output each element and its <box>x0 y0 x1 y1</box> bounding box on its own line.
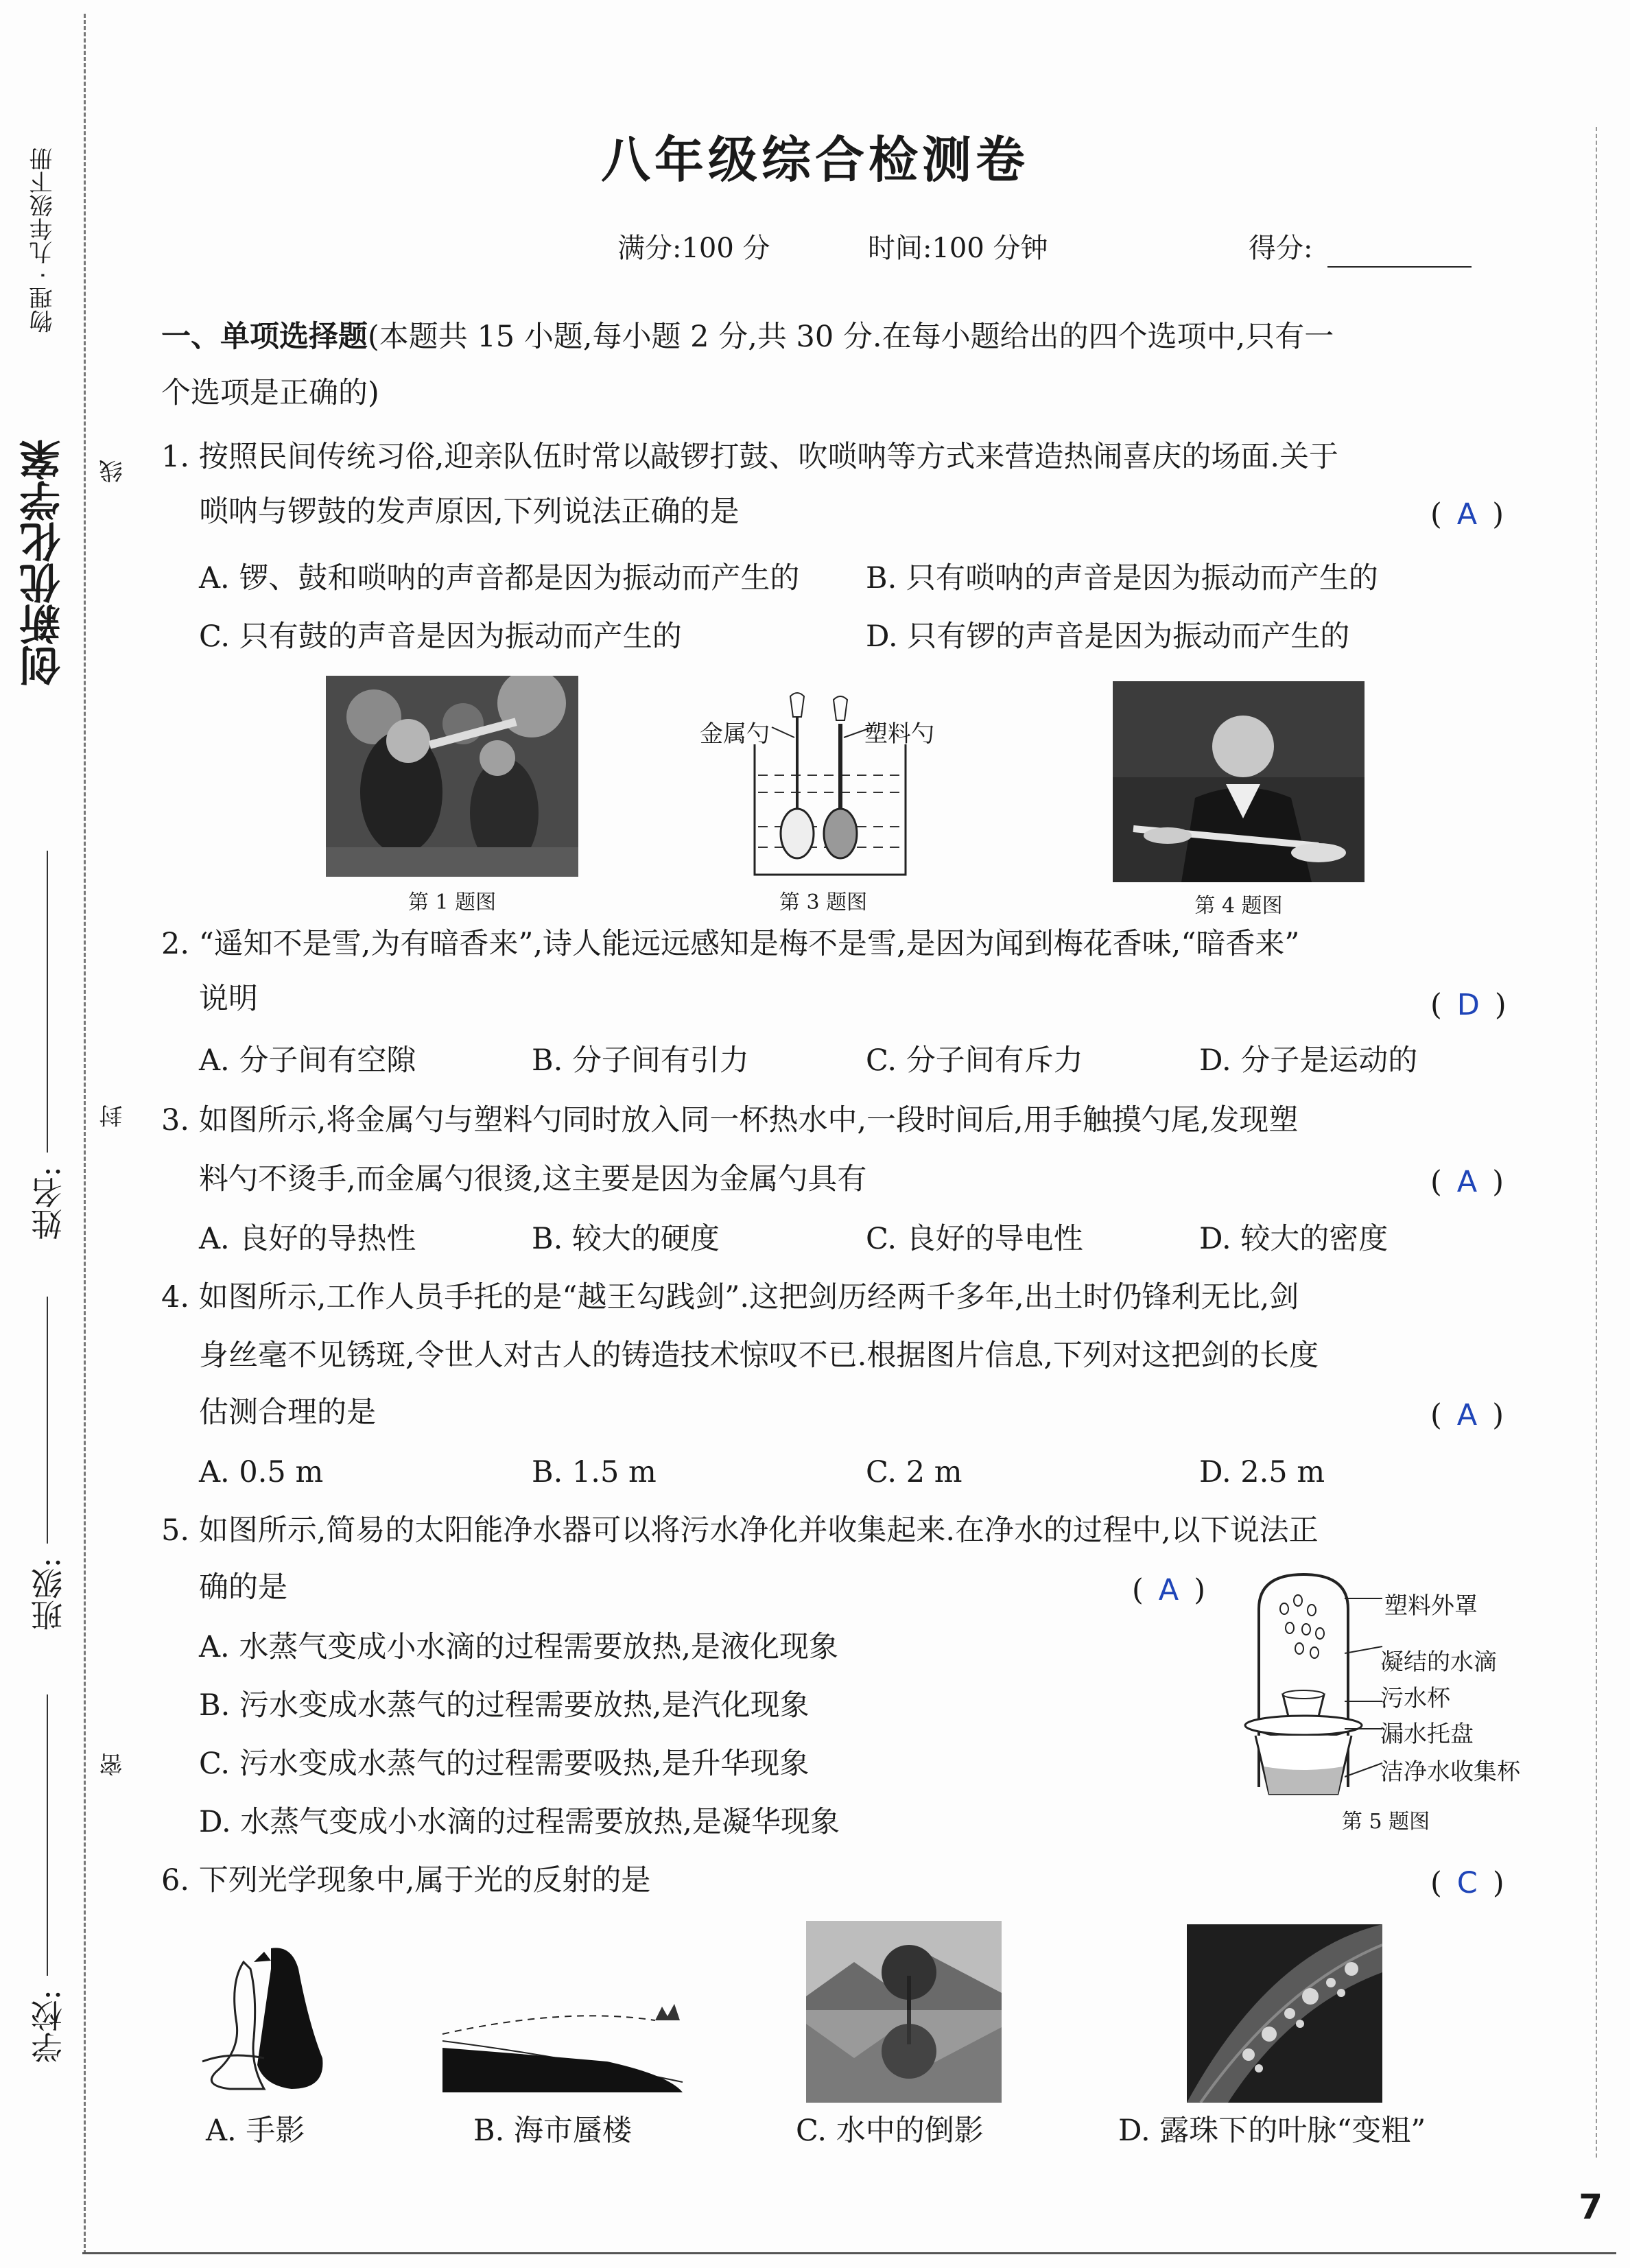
school-field-label: 学校: <box>30 1989 67 2064</box>
fig5-label-clean-cup: 洁净水收集杯 <box>1380 1758 1520 1786</box>
q6-option-b[interactable]: B. 海市蜃楼 <box>473 2114 632 2148</box>
section-title: 一、单项选择题 <box>161 320 368 354</box>
q6-option-d[interactable]: D. 露珠下的叶脉“变粗” <box>1118 2114 1426 2148</box>
q5-option-c[interactable]: C. 污水变成水蒸气的过程需要吸热,是升华现象 <box>199 1747 810 1781</box>
seal-feng-char: 封 <box>99 1105 127 1128</box>
name-blank-line[interactable] <box>47 851 48 1153</box>
fig1-suona-photo <box>326 676 578 877</box>
q6-dewdrop-leaf-photo <box>1187 1924 1382 2103</box>
name-field-label: 姓名: <box>30 1166 67 1240</box>
q6-option-c[interactable]: C. 水中的倒影 <box>796 2114 984 2148</box>
school-blank-line[interactable] <box>47 1694 48 1976</box>
class-field-label: 班级: <box>30 1557 67 1631</box>
fig3-plastic-spoon-label: 塑料勺 <box>864 720 934 748</box>
fig5-label-cover: 塑料外罩 <box>1384 1592 1478 1620</box>
q5-answer: A <box>1158 1573 1179 1607</box>
q1-option-b[interactable]: B. 只有唢呐的声音是因为振动而产生的 <box>866 561 1378 595</box>
q4-stem-2: 身丝毫不见锈斑,令世人对古人的铸造技术惊叹不已.根据图片信息,下列对这把剑的长度 <box>199 1338 1319 1373</box>
fig3-caption: 第 3 题图 <box>779 890 868 914</box>
binding-dashed-line <box>84 14 86 2254</box>
q5-option-a[interactable]: A. 水蒸气变成小水滴的过程需要放热,是液化现象 <box>199 1630 839 1664</box>
fig3-metal-spoon-label: 金属勺 <box>700 720 770 748</box>
side-brand-label: 创新优化学案 <box>19 439 67 686</box>
full-score: 满分:100 分 <box>617 233 770 264</box>
q5-stem-1: 5. 如图所示,简易的太阳能净水器可以将污水净化并收集起来.在净水的过程中,以下说法正 <box>161 1513 1319 1548</box>
q5-answer-bracket: ( A ) <box>1132 1573 1205 1607</box>
q5-stem-2: 确的是 <box>199 1570 287 1605</box>
q4-answer: A <box>1456 1398 1478 1432</box>
q3-answer-bracket: ( A ) <box>1430 1165 1504 1199</box>
section-desc-2: 个选项是正确的) <box>161 376 379 410</box>
q1-option-d[interactable]: D. 只有锣的声音是因为振动而产生的 <box>866 619 1350 654</box>
q2-answer-bracket: ( D ) <box>1430 988 1507 1022</box>
fig4-sword-photo <box>1113 681 1365 882</box>
q2-option-d[interactable]: D. 分子是运动的 <box>1199 1043 1418 1078</box>
q1-answer-bracket: ( A ) <box>1430 497 1504 532</box>
q6-mirage-image <box>429 1993 696 2099</box>
q2-answer: D <box>1456 988 1480 1022</box>
q4-option-b[interactable]: B. 1.5 m <box>532 1455 657 1489</box>
right-margin-dashed-line <box>1596 127 1597 2158</box>
q4-stem-1: 4. 如图所示,工作人员手托的是“越王勾践剑”.这把剑历经两千多年,出土时仍锋利无比,剑 <box>161 1280 1299 1314</box>
q4-option-c[interactable]: C. 2 m <box>866 1455 962 1489</box>
fig5-caption: 第 5 题图 <box>1341 1810 1430 1834</box>
q3-option-a[interactable]: A. 良好的导热性 <box>199 1222 416 1256</box>
exam-time: 时间:100 分钟 <box>868 233 1048 264</box>
fig5-label-tray: 漏水托盘 <box>1380 1721 1474 1748</box>
score-label: 得分: <box>1249 233 1313 264</box>
fig1-caption: 第 1 题图 <box>408 890 497 914</box>
section-heading <box>161 322 1334 352</box>
q6-water-reflection-photo <box>806 1921 1002 2103</box>
q6-answer: C <box>1456 1866 1478 1900</box>
q3-answer: A <box>1456 1165 1478 1199</box>
fig5-leader-lines <box>1345 1578 1386 1797</box>
q4-answer-bracket: ( A ) <box>1430 1398 1504 1432</box>
q1-option-a[interactable]: A. 锣、鼓和唢呐的声音都是因为振动而产生的 <box>199 561 800 595</box>
score-blank-line[interactable] <box>1327 266 1472 268</box>
q1-stem-2: 唢呐与锣鼓的发声原因,下列说法正确的是 <box>199 495 740 529</box>
q3-option-b[interactable]: B. 较大的硬度 <box>532 1222 720 1256</box>
q1-answer: A <box>1456 497 1478 532</box>
q2-stem-2: 说明 <box>199 982 258 1016</box>
q3-option-c[interactable]: C. 良好的导电性 <box>866 1222 1083 1256</box>
fig5-label-droplets: 凝结的水滴 <box>1380 1649 1497 1676</box>
fig5-label-dirty-cup: 污水杯 <box>1380 1685 1450 1712</box>
q6-stem-1: 6. 下列光学现象中,属于光的反射的是 <box>161 1863 651 1898</box>
q1-stem-1: 1. 按照民间传统习俗,迎亲队伍时常以敲锣打鼓、吹唢呐等方式来营造热闹喜庆的场面.关于 <box>161 440 1339 474</box>
seal-line-char: 线 <box>99 460 127 483</box>
q3-stem-2: 料勺不烫手,而金属勺很烫,这主要是因为金属勺具有 <box>199 1162 867 1196</box>
footer-line <box>82 2252 1616 2254</box>
page-title: 八年级综合检测卷 <box>600 131 1029 189</box>
q4-stem-3: 估测合理的是 <box>199 1395 376 1430</box>
seal-mi-char: 密 <box>99 1753 127 1776</box>
page-number: 7 <box>1579 2187 1603 2227</box>
side-subject-label: 物理 · 九年级下册 <box>29 147 57 333</box>
q6-option-a[interactable]: A. 手影 <box>206 2114 305 2148</box>
q3-stem-1: 3. 如图所示,将金属勺与塑料勺同时放入同一杯热水中,一段时间后,用手触摸勺尾,发现塑 <box>161 1103 1299 1137</box>
q2-option-c[interactable]: C. 分子间有斥力 <box>866 1043 1083 1078</box>
section-desc-1: (本题共 15 小题,每小题 2 分,共 30 分.在每小题给出的四个选项中,只有一 <box>368 320 1334 354</box>
q1-option-c[interactable]: C. 只有鼓的声音是因为振动而产生的 <box>199 619 682 654</box>
class-blank-line[interactable] <box>47 1297 48 1544</box>
q6-hand-shadow-image <box>189 1941 343 2099</box>
q6-answer-bracket: ( C ) <box>1430 1866 1504 1900</box>
q3-option-d[interactable]: D. 较大的密度 <box>1199 1222 1389 1256</box>
q4-option-a[interactable]: A. 0.5 m <box>199 1455 324 1489</box>
q5-option-b[interactable]: B. 污水变成水蒸气的过程需要放热,是汽化现象 <box>199 1688 810 1723</box>
q4-option-d[interactable]: D. 2.5 m <box>1199 1455 1325 1489</box>
fig4-caption: 第 4 题图 <box>1194 894 1283 918</box>
q2-option-a[interactable]: A. 分子间有空隙 <box>199 1043 416 1078</box>
q5-option-d[interactable]: D. 水蒸气变成小水滴的过程需要放热,是凝华现象 <box>199 1805 840 1839</box>
q2-option-b[interactable]: B. 分子间有引力 <box>532 1043 749 1078</box>
q2-stem-1: 2. “遥知不是雪,为有暗香来”,诗人能远远感知是梅不是雪,是因为闻到梅花香味,“暗香来” <box>161 927 1300 961</box>
